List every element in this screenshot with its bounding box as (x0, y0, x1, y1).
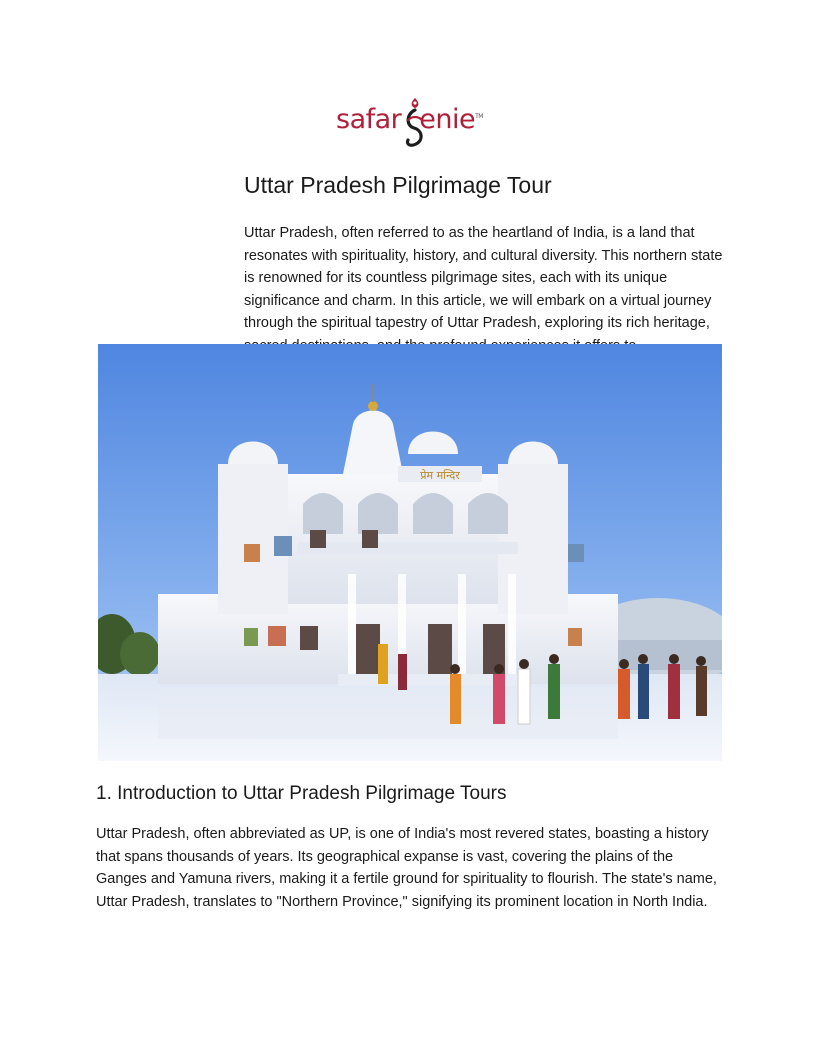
intro-paragraph: Uttar Pradesh, often referred to as the heartland of India, is a land that resonates with spirituality, history, and cultural diversity. This northern state is renowned for its countless pilgrimage sites, each with its unique significance and charm. In this article, we will embark on a virtual journey through the spiritual tapestry of Uttar Pradesh, exploring its rich heritage, (244, 225, 723, 331)
safargenie-logo (336, 96, 486, 152)
section-paragraph: Uttar Pradesh, often abbreviated as UP, is one of India's most revered states, boasting a history that spans thousands of years. Its geographical expanse is vast, covering the plains of the Ganges and Yamuna rivers, making it a fertile ground for spirituality to flourish. The state's name, Uttar Pradesh, translates to "Northern Province," signifying its prominent location in North India. (96, 826, 717, 910)
logo-trademark: TM (475, 113, 483, 120)
genie-icon (402, 96, 428, 152)
logo-text-left: safar (336, 104, 402, 135)
section-heading: 1. Introduction to Uttar Pradesh Pilgrimage Tours (96, 783, 507, 804)
logo-text-right: enie (419, 104, 476, 135)
page-title: Uttar Pradesh Pilgrimage Tour (244, 172, 552, 198)
temple-sign: प्रेम मन्दिर (420, 469, 460, 482)
temple-photo (98, 344, 722, 761)
